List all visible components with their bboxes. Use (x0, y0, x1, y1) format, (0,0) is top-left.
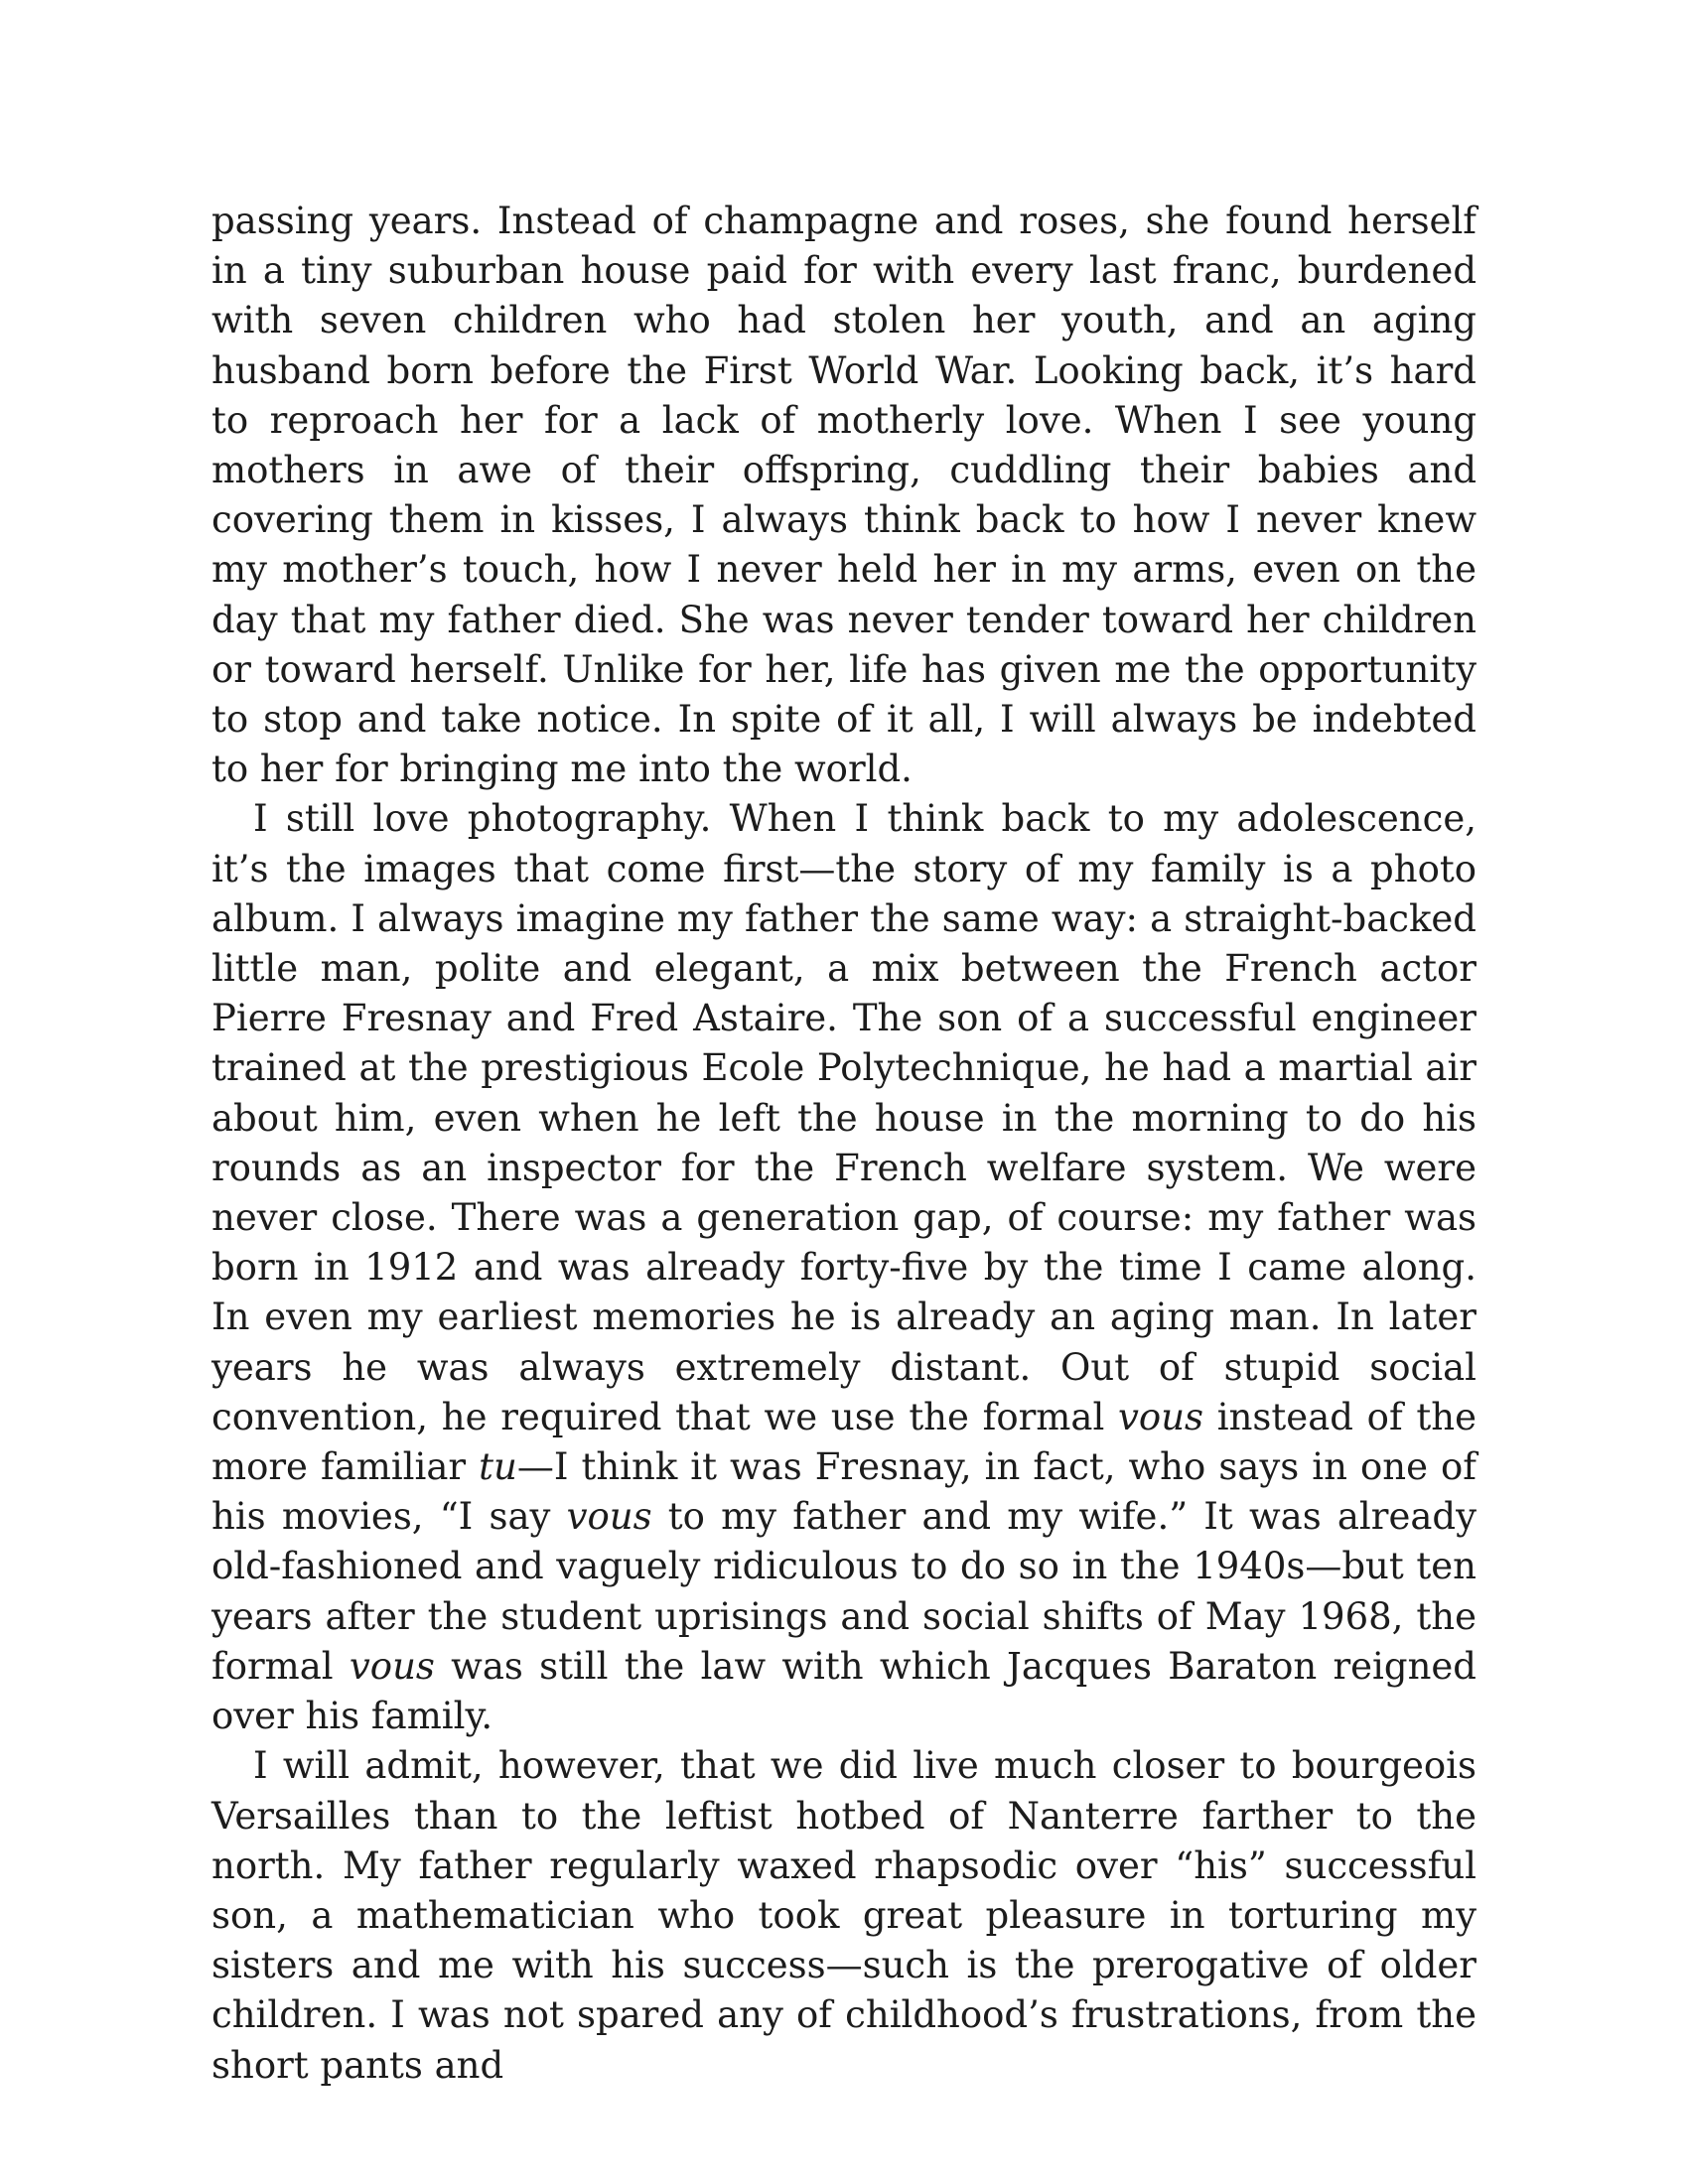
book-page (211, 197, 1477, 2091)
paragraph-3 (211, 1741, 1477, 2090)
italic-word: tu (479, 1445, 517, 1489)
paragraph-1 (211, 197, 1477, 794)
paragraph-text: was still the law with which Jacques Baraton reigned over his family. (211, 1644, 1477, 1738)
paragraph-2 (211, 794, 1477, 1741)
paragraph-text: to my father and my wife.” It was already old-fashioned and vaguely ridiculous to do so in the 1940s—but ten years after the student uprisings and social shifts of May 1968, the formal (211, 1495, 1477, 1688)
paragraph-text: —I think it was Fresnay, in fact, who says in one of his movies, “I say (211, 1445, 1477, 1539)
italic-word: vous (349, 1644, 435, 1688)
paragraph-text: instead of the more familiar (211, 1395, 1477, 1489)
paragraph-text: passing years. Instead of champagne and roses, she found herself in a tiny suburban house paid for with every last franc, burdened with seven children who had stolen her youth, and an aging husband born before the First World War. Looking back, it’s hard to reproach her for a lack of motherly love. When I see young mothers in awe of their offspring, cuddling their babies and covering them in kisses, I always think back to how I never knew my mother’s touch, how I never held her in my arms, even on the day that my father died. She was never tender toward her children or toward herself. Unlike for her, life has given me the opportunity to stop and take notice. In spite of it all, I will always be indebted to her for bringing me into the world. (211, 200, 1477, 791)
paragraph-text: I will admit, however, that we did live much closer to bourgeois Versailles than to the leftist hotbed of Nanterre farther to the north. My father regularly waxed rhapsodic over “his” successful son, a mathematician who took great pleasure in torturing my sisters and me with his success—such is the prerogative of older children. I was not spared any of childhood’s frustrations, from the short pants and (211, 1744, 1477, 2087)
italic-word: vous (1118, 1395, 1204, 1438)
italic-word: vous (566, 1495, 652, 1539)
paragraph-text: I still love photography. When I think back to my adolescence, it’s the images that come first—the story of my family is a photo album. I always imagine my father the same way: a straight-backed little man, polite and elegant, a mix between the French actor Pierre Fresnay and Fred Astaire. The son of a successful engineer trained at the prestigious Ecole Polytechnique, he had a martial air about him, even when he left the house in the morning to do his rounds as an inspector for the French welfare system. We were never close. There was a generation gap, of course: my father was born in 1912 and was already forty-five by the time I came along. In even my earliest memories he is already an aging man. In later years he was always extremely distant. Out of stupid social convention, he required that we use the formal (211, 797, 1477, 1438)
